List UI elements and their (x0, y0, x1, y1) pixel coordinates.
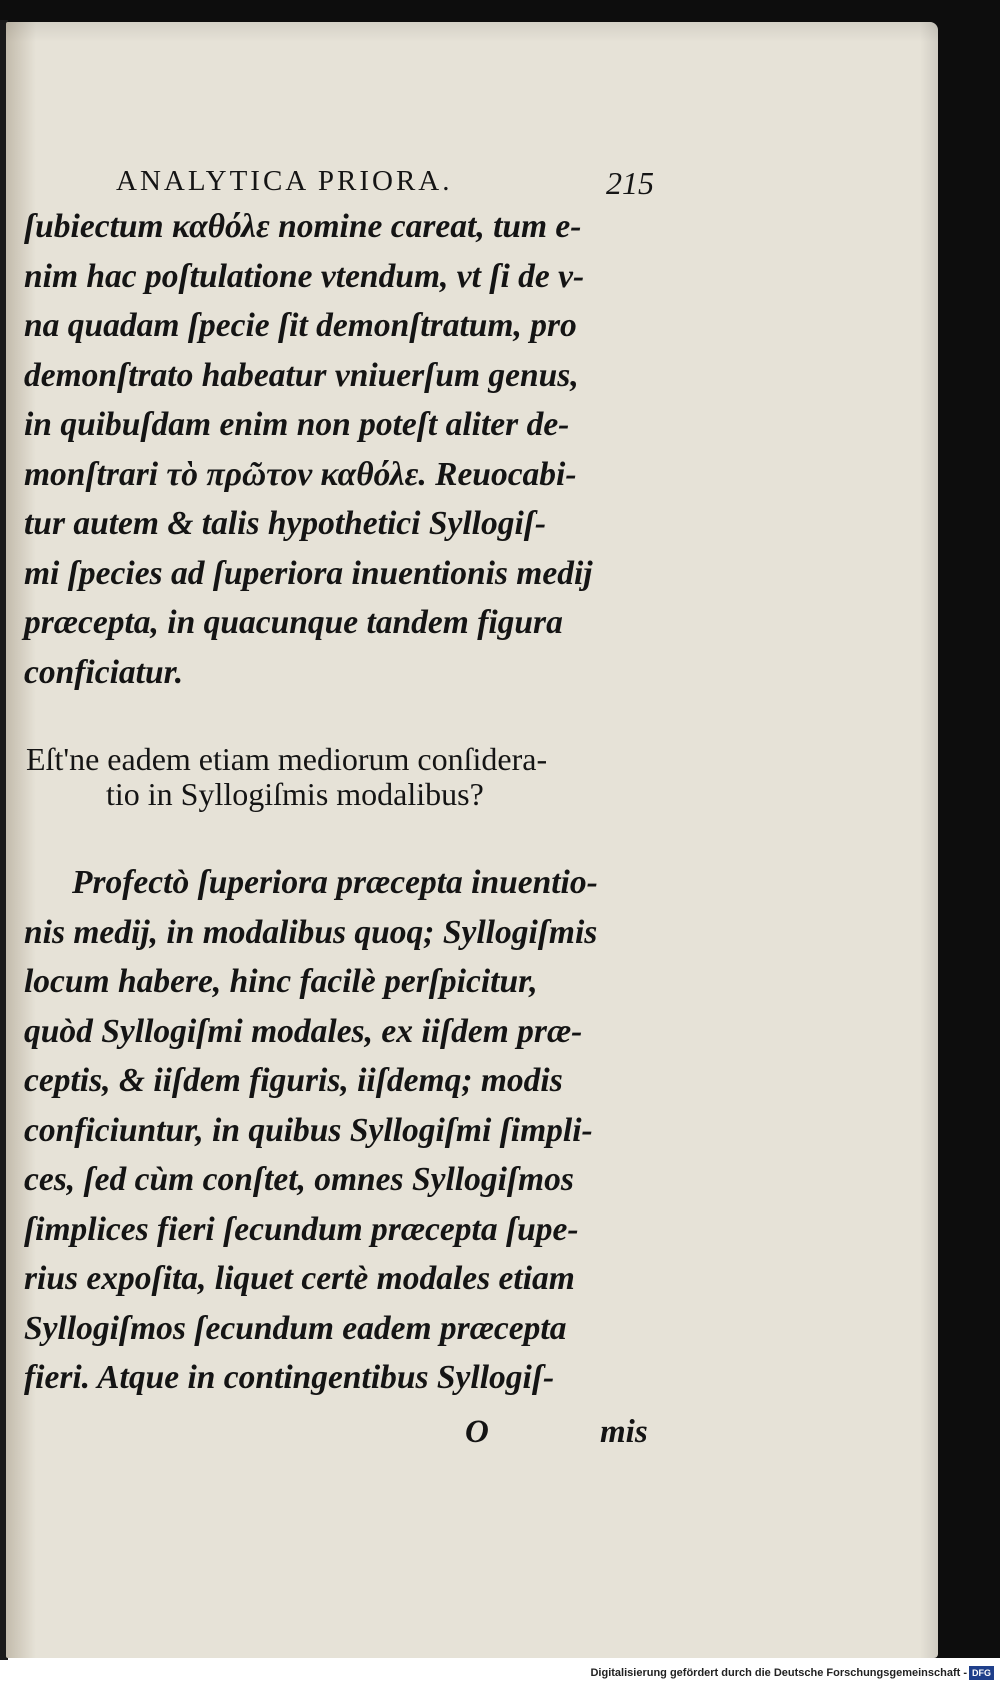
text-line: quòd Syllogiſmi modales, ex iiſdem præ- (24, 1012, 583, 1050)
text-line: conficiuntur, in quibus Syllogiſmi ſimpli- (24, 1111, 593, 1149)
text-line: ſubiectum καθόλε nomine careat, tum e- (24, 208, 582, 245)
text-line: præcepta, in quacunque tandem figura (24, 604, 563, 641)
signature-mark: O (465, 1414, 489, 1450)
text-line: ceptis, & iiſdem figuris, iiſdemq; modis (24, 1062, 563, 1099)
credit-text: Digitalisierung gefördert durch die Deutsche Forschungsgemeinschaft - (590, 1667, 967, 1679)
paragraph-2 (24, 858, 598, 1403)
text-line: ſimplices fieri ſecundum præcepta ſupe- (24, 1210, 579, 1248)
text-line: na quadam ſpecie ſit demonſtratum, pro (24, 307, 577, 344)
running-head: ANALYTICA PRIORA. (116, 165, 453, 197)
text-line: locum habere, hinc facilè perſpicitur, (24, 963, 538, 1000)
text-line: monſtrari τὸ πρῶτον καθόλε. Reuocabi- (24, 455, 577, 493)
text-line: in quibuſdam enim non poteſt aliter de- (24, 406, 570, 443)
text-line: fieri. Atque in contingentibus Syllogiſ- (24, 1359, 555, 1396)
question-line: Eſt'ne eadem etiam mediorum conſidera- (26, 741, 548, 777)
text-line: demonſtrato habeatur vniuerſum genus, (24, 356, 579, 394)
text-line: mi ſpecies ad ſuperiora inuentionis medij (24, 554, 593, 592)
paragraph-1 (24, 202, 593, 697)
dfg-logo: DFG (969, 1666, 994, 1680)
text-line: tur autem & talis hypothetici Syllogiſ- (24, 505, 547, 542)
text-line: ces, ſed cùm conſtet, omnes Syllogiſmos (24, 1161, 574, 1198)
page-number: 215 (606, 165, 654, 201)
question-line: tio in Syllogiſmis modalibus? (106, 776, 484, 812)
section-question (26, 742, 547, 812)
book-page (6, 22, 938, 1658)
text-line: Profectò ſuperiora præcepta inuentio- (72, 864, 598, 901)
text-line: conficiatur. (24, 653, 184, 691)
text-line: nis medij, in modalibus quoq; Syllogiſmis (24, 913, 598, 951)
catchword: mis (600, 1414, 648, 1450)
digitization-credit (590, 1666, 994, 1680)
text-line: Syllogiſmos ſecundum eadem præcepta (24, 1309, 567, 1347)
text-line: rius expoſita, liquet certè modales etiam (24, 1260, 575, 1297)
text-line: nim hac poſtulatione vtendum, vt ſi de v- (24, 257, 585, 295)
